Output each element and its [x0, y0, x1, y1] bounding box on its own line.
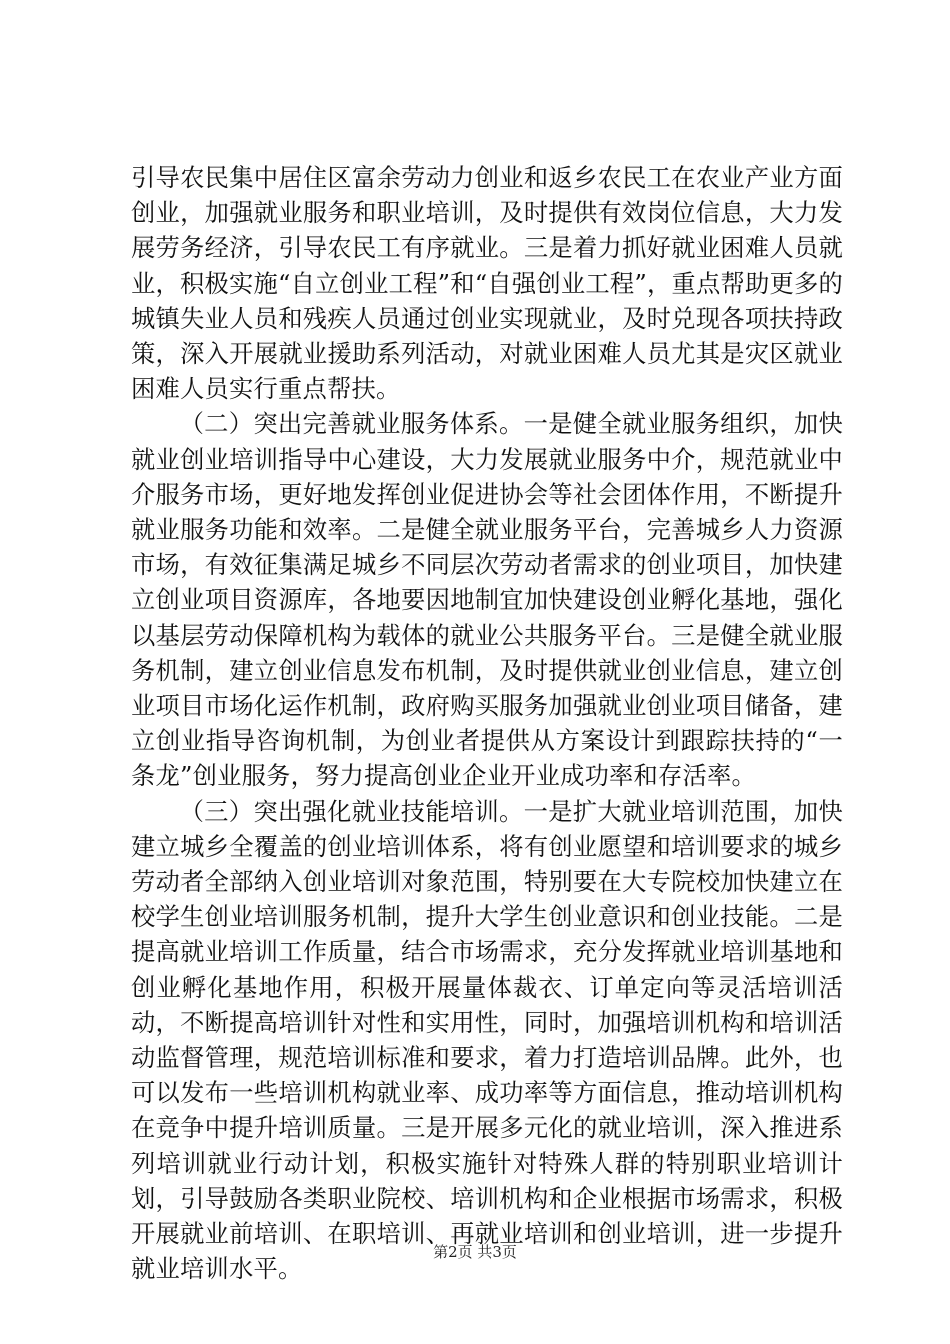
paragraph-employment-service-system: （二）突出完善就业服务体系。一是健全就业服务组织，加快就业创业培训指导中心建设，大力发展就业服务中介，规范就业中介服务市场，更好地发挥创业促进协会等社会团体作用，不断提升就业服务功能和效率。二是健全就业服务平台，完善城乡人力资源市场，有效征集满足城乡不同层次劳动者需求的创业项目，加快建立创业项目资源库，各地要因地制宜加快建设创业孵化基地，强化以基层劳动保障机构为载体的就业公共服务平台。三是健全就业服务机制，建立创业信息发布机制，及时提供就业创业信息，建立创业项目市场化运作机制，政府购买服务加强就业创业项目储备，建立创业指导咨询机制，为创业者提供从方案设计到跟踪扶持的“一条龙”创业服务，努力提高创业企业开业成功率和存活率。: [131, 409, 843, 791]
paragraph-continuation: 引导农民集中居住区富余劳动力创业和返乡农民工在农业产业方面创业，加强就业服务和职业培训，及时提供有效岗位信息，大力发展劳务经济，引导农民工有序就业。三是着力抓好就业困难人员就业，积极实施“自立创业工程”和“自强创业工程”，重点帮助更多的城镇失业人员和残疾人员通过创业实现就业，及时兑现各项扶持政策，深入开展就业援助系列活动，对就业困难人员尤其是灾区就业困难人员实行重点帮扶。: [131, 163, 843, 404]
document-body: [131, 160, 843, 1287]
page-number-footer: 第2页 共3页: [433, 1243, 517, 1261]
paragraph-employment-skills-training: （三）突出强化就业技能培训。一是扩大就业培训范围，加快建立城乡全覆盖的创业培训体系，将有创业愿望和培训要求的城乡劳动者全部纳入创业培训对象范围，特别要在大专院校加快建立在校学生创业培训服务机制，提升大学生创业意识和创业技能。二是提高就业培训工作质量，结合市场需求，充分发挥就业培训基地和创业孵化基地作用，积极开展量体裁衣、订单定向等灵活培训活动，不断提高培训针对性和实用性，同时，加强培训机构和培训活动监督管理，规范培训标准和要求，着力打造培训品牌。此外，也可以发布一些培训机构就业率、成功率等方面信息，推动培训机构在竞争中提升培训质量。三是开展多元化的就业培训，深入推进系列培训就业行动计划，积极实施针对特殊人群的特别职业培训计划，引导鼓励各类职业院校、培训机构和企业根据市场需求，积极开展就业前培训、在职培训、再就业培训和创业培训，进一步提升就业培训水平。: [131, 796, 843, 1284]
